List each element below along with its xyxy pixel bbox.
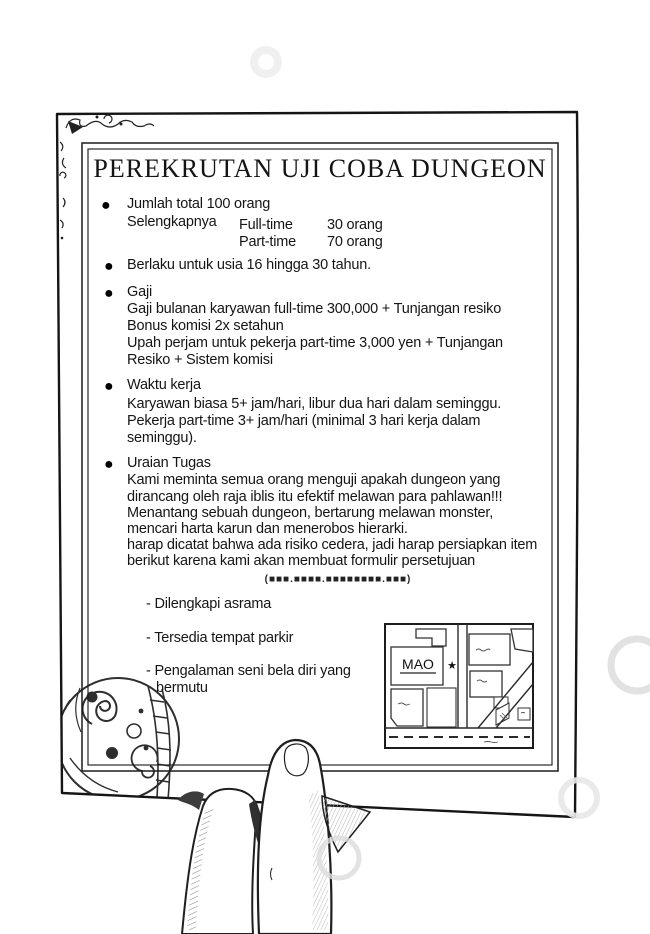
- headcount-details-label: Selengkapnya: [127, 214, 217, 230]
- headcount-total: Jumlah total 100 orang: [127, 196, 271, 212]
- duties-line: harap dicatat bahwa ada risiko cedera, jadi harap persiapkan item: [127, 537, 538, 553]
- perk-item: - Dilengkapi asrama: [146, 596, 272, 612]
- map-illustration: [385, 624, 533, 748]
- duties-line: berikut karena kami akan membuat formulir persetujuan: [127, 553, 476, 569]
- duties-line: Kami meminta semua orang menguji apakah dungeon yang: [127, 472, 501, 488]
- map-label: MAO: [402, 656, 434, 672]
- headcount-parttime-label: Part-time: [239, 234, 297, 250]
- age-requirement: Berlaku untuk usia 16 hingga 30 tahun.: [127, 257, 371, 273]
- salary-line: Gaji bulanan karyawan full-time 300,000 + Tunjangan resiko: [127, 301, 502, 317]
- hours-line: Karyawan biasa 5+ jam/hari, libur dua hari dalam seminggu.: [127, 396, 502, 412]
- location-star-icon: ★: [447, 660, 457, 672]
- duties-line: dirancang oleh raja iblis itu efektif melawan para pahlawan!!!: [127, 489, 503, 505]
- hours-heading: Waktu kerja: [127, 377, 201, 393]
- censored-contact-line: (■■■.■■■■.■■■■■■■■.■■■): [264, 574, 412, 585]
- poster-title: PEREKRUTAN UJI COBA DUNGEON: [93, 154, 547, 183]
- headcount-fulltime-label: Full-time: [239, 217, 293, 233]
- bullet-icon: ●: [104, 456, 114, 473]
- bullet-icon: ●: [101, 197, 111, 214]
- salary-line: Upah perjam untuk pekerja part-time 3,000 yen + Tunjangan: [127, 335, 503, 351]
- headcount-parttime-count: 70 orang: [327, 234, 383, 250]
- perk-item: - Pengalaman seni bela diri yang bermutu: [146, 663, 351, 696]
- duties-heading: Uraian Tugas: [127, 455, 211, 471]
- headcount-fulltime-count: 30 orang: [327, 217, 383, 233]
- salary-line: Bonus komisi 2x setahun: [127, 318, 284, 334]
- duties-line: Menantang sebuah dungeon, bertarung melawan monster,: [127, 505, 494, 521]
- duties-line: mencari harta karun dan menerobos hierarki.: [127, 521, 408, 537]
- perk-item: - Tersedia tempat parkir: [146, 630, 294, 646]
- salary-heading: Gaji: [127, 284, 152, 300]
- bullet-icon: ●: [104, 258, 114, 275]
- bullet-icon: ●: [104, 378, 114, 395]
- hours-line: seminggu).: [127, 430, 197, 446]
- hours-line: Pekerja part-time 3+ jam/hari (minimal 3 hari kerja dalam: [127, 413, 481, 429]
- salary-line: Resiko + Sistem komisi: [127, 352, 273, 368]
- bullet-icon: ●: [104, 285, 114, 302]
